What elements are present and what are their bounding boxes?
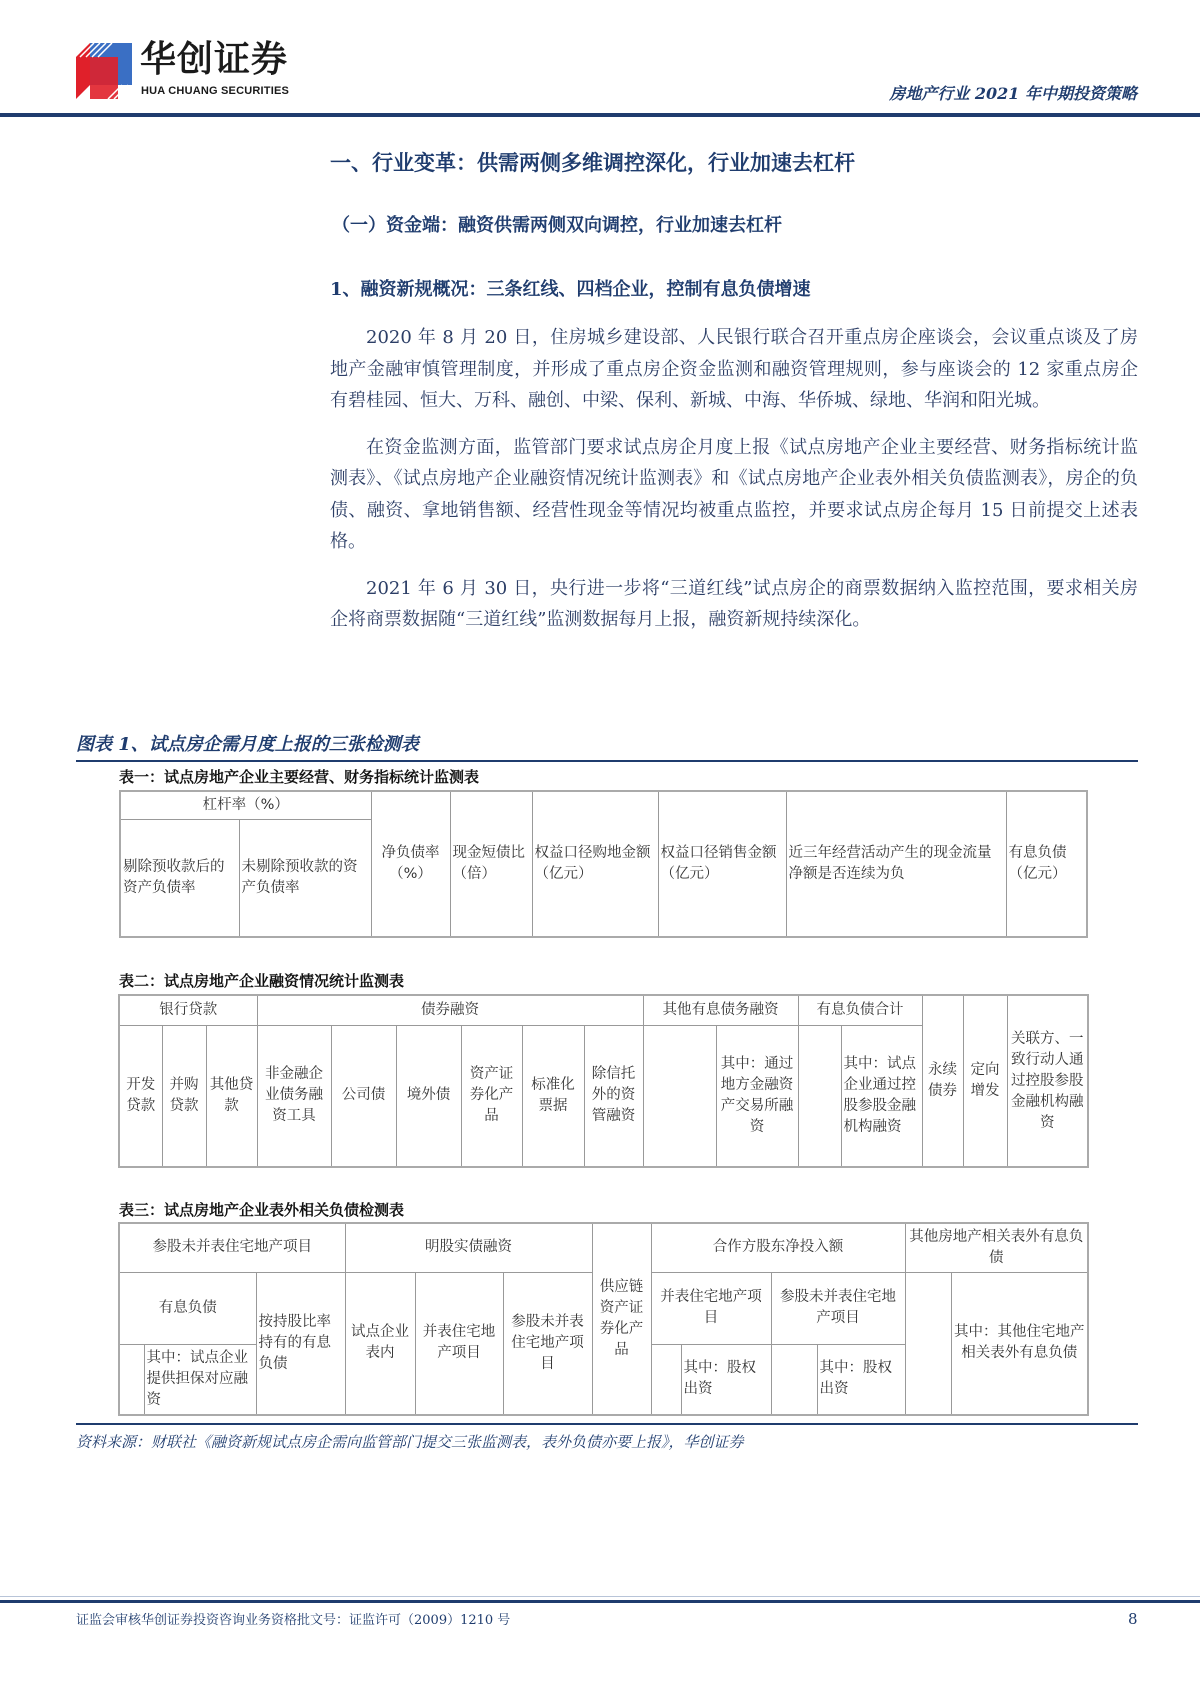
table-cell: 标准化票据 [522, 1025, 584, 1167]
footer-divider [0, 1600, 1200, 1603]
body-paragraph: 2021 年 6 月 30 日，央行进一步将“三道红线”试点房企的商票数据纳入监控范围，要求相关房企将商票数据随“三道红线”监测数据每月上报，融资新规持续深化。 [330, 577, 1138, 630]
table-cell-empty [771, 1344, 817, 1415]
table-cell-empty [119, 1344, 144, 1415]
table-cell: 供应链资产证券化产品 [592, 1223, 651, 1415]
table-cell: 关联方、一致行动人通过控股参股金融机构融资 [1007, 995, 1088, 1167]
table-cell: 并表住宅地产项目 [415, 1272, 503, 1415]
table-cell: 杠杆率（%） [120, 791, 371, 819]
table-cell-empty [798, 1025, 841, 1167]
footer-license: 证监会审核华创证券投资咨询业务资格批文号：证监许可（2009）1210 号 [76, 1613, 511, 1628]
figure-source: 资料来源：财联社《融资新规试点房企需向监管部门提交三张监测表，表外负债亦要上报》，华创证券 [76, 1433, 744, 1451]
table3-off-balance-liabilities [118, 1222, 1089, 1416]
table-cell: 有息负债（亿元） [1006, 791, 1087, 937]
table-cell-empty [905, 1272, 951, 1415]
footer-divider-light [0, 1596, 1200, 1597]
body-paragraph: 在资金监测方面，监管部门要求试点房企月度上报《试点房地产企业主要经营、财务指标统计监测表》、《试点房地产企业融资情况统计监测表》和《试点房地产企业表外相关负债监测表》，房企的负债、融资、拿地销售额、经营性现金等情况均被重点监控，并要求试点房企每月 15 日前提交上述表格。 [330, 436, 1138, 552]
table-cell: 资产证券化产品 [461, 1025, 522, 1167]
table3-caption: 表三：试点房地产企业表外相关负债检测表 [119, 1201, 405, 1219]
section-heading: 一、行业变革：供需两侧多维调控深化，行业加速去杠杆 [330, 150, 855, 175]
table-cell: 有息负债 [119, 1272, 256, 1344]
table-cell: 合作方股东净投入额 [651, 1223, 905, 1272]
table-cell: 权益口径购地金额（亿元） [532, 791, 658, 937]
table-cell: 境外债 [396, 1025, 461, 1167]
table-cell: 银行贷款 [119, 995, 257, 1025]
table-cell: 参股未并表住宅地产项目 [119, 1223, 345, 1272]
table-cell-empty [643, 1025, 716, 1167]
table-cell: 永续债券 [922, 995, 963, 1167]
table-cell: 并购贷款 [162, 1025, 206, 1167]
table2-caption: 表二：试点房地产企业融资情况统计监测表 [119, 972, 405, 990]
table-cell-empty [651, 1344, 681, 1415]
table-cell: 其中：股权出资 [817, 1344, 905, 1415]
table-cell: 未剔除预收款的资产负债率 [239, 819, 371, 937]
table-cell: 净负债率（%） [371, 791, 450, 937]
table-cell: 参股未并表住宅地产项目 [503, 1272, 592, 1415]
figure-divider [76, 760, 1138, 762]
table-cell: 近三年经营活动产生的现金流量净额是否连续为负 [786, 791, 1006, 937]
table-cell: 除信托外的资管融资 [584, 1025, 643, 1167]
table-cell: 其中：股权出资 [681, 1344, 771, 1415]
body-text [330, 322, 1138, 651]
table-cell: 开发贷款 [119, 1025, 162, 1167]
table-cell: 剔除预收款后的资产负债率 [120, 819, 239, 937]
table-cell: 其中：试点企业提供担保对应融资 [144, 1344, 256, 1415]
report-title: 房地产行业 2021 年中期投资策略 [889, 84, 1137, 103]
table-cell: 其中：其他住宅地产相关表外有息负债 [951, 1272, 1088, 1415]
company-logo-icon [76, 43, 132, 99]
header-divider [0, 113, 1200, 117]
table1-financial-indicators [119, 790, 1088, 938]
table-cell: 公司债 [331, 1025, 396, 1167]
table-cell: 其中：通过地方金融资产交易所融资 [716, 1025, 798, 1167]
table-cell: 其他贷款 [206, 1025, 257, 1167]
table-cell: 其他房地产相关表外有息负债 [905, 1223, 1088, 1272]
table-cell: 有息负债合计 [798, 995, 922, 1025]
table-cell: 按持股比率持有的有息负债 [256, 1272, 345, 1415]
table2-financing-status [118, 994, 1089, 1168]
table-cell: 其中：试点企业通过控股参股金融机构融资 [841, 1025, 922, 1167]
table-cell: 权益口径销售金额（亿元） [658, 791, 786, 937]
logo-chinese-name: 华创证券 [140, 39, 289, 80]
table1-caption: 表一：试点房地产企业主要经营、财务指标统计监测表 [119, 768, 480, 786]
logo-english-name: HUA CHUANG SECURITIES [141, 85, 290, 97]
figure-bottom-divider [76, 1423, 1138, 1425]
page-number: 8 [1128, 1610, 1138, 1628]
table-cell: 并表住宅地产项目 [651, 1272, 771, 1344]
subsection-heading: （一）资金端：融资供需两侧双向调控，行业加速去杠杆 [332, 215, 782, 236]
table-cell: 现金短债比（倍） [450, 791, 532, 937]
table-cell: 参股未并表住宅地产项目 [771, 1272, 905, 1344]
body-paragraph: 2020 年 8 月 20 日，住房城乡建设部、人民银行联合召开重点房企座谈会，会议重点谈及了房地产金融审慎管理制度，并形成了重点房企资金监测和融资管理规则，参与座谈会的 12 家重点房企有碧桂园、恒大、万科、融创、中梁、保利、新城、中海、华侨城、绿地、华润和阳光城。 [330, 327, 1138, 411]
table-cell: 定向增发 [963, 995, 1007, 1167]
table-cell: 明股实债融资 [345, 1223, 592, 1272]
table-cell: 试点企业表内 [345, 1272, 415, 1415]
table-cell: 债券融资 [257, 995, 643, 1025]
figure-title: 图表 1、试点房企需月度上报的三张检测表 [76, 734, 419, 755]
table-cell: 其他有息债务融资 [643, 995, 798, 1025]
table-cell: 非金融企业债务融资工具 [257, 1025, 331, 1167]
topic-heading: 1、融资新规概况：三条红线、四档企业，控制有息负债增速 [330, 279, 811, 300]
